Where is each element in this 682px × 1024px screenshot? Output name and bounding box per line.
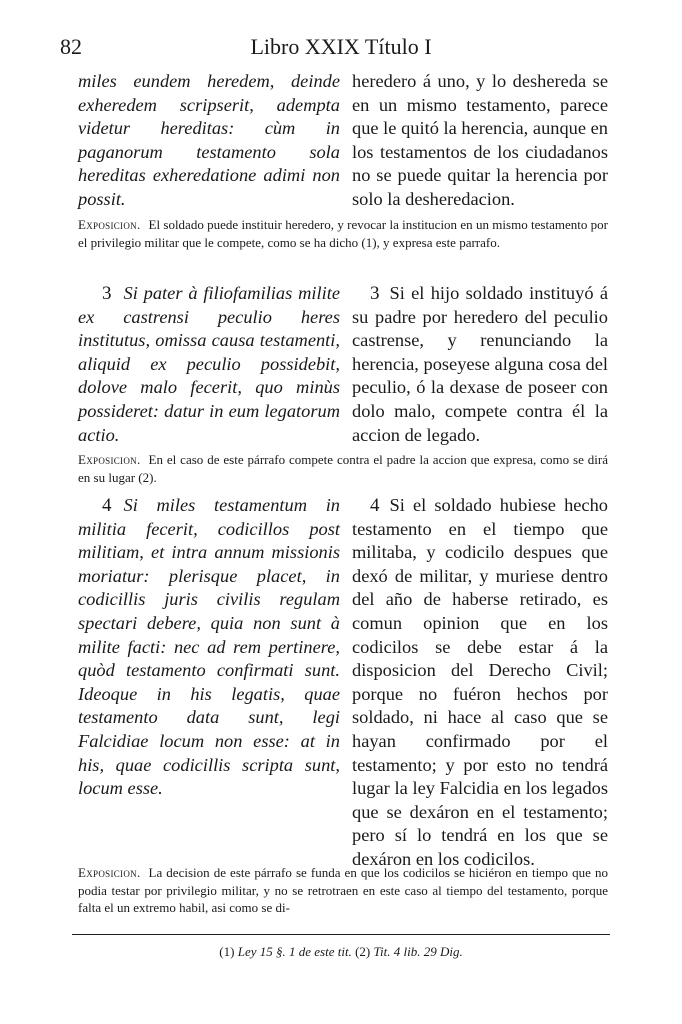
spanish-column <box>352 494 608 872</box>
section-number: 4 <box>102 495 112 516</box>
latin-column <box>78 494 340 872</box>
exposicion-2 <box>78 451 608 486</box>
exposicion-text: En el caso de este párrafo compete contra el padre la accion que expresa, como se dirá en su lugar (2). <box>78 452 608 485</box>
spanish-text: heredero á uno, y lo deshereda se en un mismo testamento, parece que le quitó la herencia, aunque en los testamentos de los ciudadanos no se puede quitar la herencia por solo la desheredacion. <box>352 71 608 209</box>
page-number: 82 <box>60 34 82 59</box>
section-continuation <box>78 70 608 212</box>
exposicion-text: El soldado puede instituir heredero, y revocar la institucion en un mismo testamento por el privilegio militar que le compete, como se ha dicho (1), y expresa este parrafo. <box>78 217 608 250</box>
section-4 <box>78 494 608 872</box>
spanish-text: Si el soldado hubiese hecho testamento en el tiempo que militaba, y codicilo despues que dexó de militar, y muriese dentro del año de haberse retirado, es comun opinion que en los codicilos se debe estar á la disposicion del Derecho Civil; porque no fuéron hechos por soldado, ni hace al caso que se hayan confirmado por el testamento; y por esto no tendrá lugar la ley Falcidia en los legados que se dexáron en el testamento; pero sí lo tendrá en los que se dexáron en los codicilos. <box>352 495 608 869</box>
footnote-1-mark: (1) <box>219 944 235 959</box>
footnote-2-mark: (2) <box>355 944 371 959</box>
spanish-text: Si el hijo soldado instituyó á su padre por heredero del peculio castrense, y renunciando la herencia, poseyese alguna cosa del peculio, ó la dexase de poseer con dolo malo, compete contra él la accion de legado. <box>352 283 608 445</box>
footnotes <box>0 944 682 960</box>
exposicion-label: Exposicion. <box>78 865 141 880</box>
section-number: 3 <box>370 283 380 304</box>
spanish-column <box>352 70 608 212</box>
exposicion-label: Exposicion. <box>78 452 141 467</box>
exposicion-3 <box>78 864 608 917</box>
latin-text: Si pater à filiofamilias milite ex castrensi peculio heres institutus, omissa causa testamenti, aliquid ex peculio possidebit, dolove malo fecerit, quo minùs possideret: datur in eum legatorum actio. <box>78 283 340 445</box>
latin-text: miles eundem heredem, deinde exheredem scripserit, adempta videtur hereditas: cùm in paganorum testamento sola hereditas exheredatione adimi non possit. <box>78 71 340 209</box>
exposicion-text: La decision de este párrafo se funda en que los codicilos se hiciéron en tiempo que no podia testar por privilegio militar, y no se retrotraen en este caso al tiempo del testamento, porque falta el un extremo habil, asi como se di- <box>78 865 608 915</box>
spanish-column <box>352 282 608 447</box>
latin-column <box>78 282 340 447</box>
section-number: 4 <box>370 495 380 516</box>
latin-column <box>78 70 340 212</box>
footnote-1-text: Ley 15 §. 1 de este tit. <box>237 944 352 959</box>
exposicion-1 <box>78 216 608 251</box>
section-3 <box>78 282 608 447</box>
latin-text: Si miles testamentum in militia fecerit, codicillos post militiam, et intra annum missionis moriatur: plerisque placet, in codicillis juris civilis regulam spectari debere, quia non sunt à milite facti: nec ad rem pertinere, quòd testamento confirmati sunt. Ideoque in his legatis, quae testamento data sunt, legi Falcidiae locum non esse: at in his, quae codicillis scripta sunt, locum esse. <box>78 495 340 799</box>
page-header <box>60 34 622 62</box>
footnote-2-text: Tit. 4 lib. 29 Dig. <box>373 944 463 959</box>
footnote-rule <box>72 934 610 935</box>
running-title: Libro XXIX Título I <box>250 34 432 59</box>
exposicion-label: Exposicion. <box>78 217 141 232</box>
section-number: 3 <box>102 283 112 304</box>
